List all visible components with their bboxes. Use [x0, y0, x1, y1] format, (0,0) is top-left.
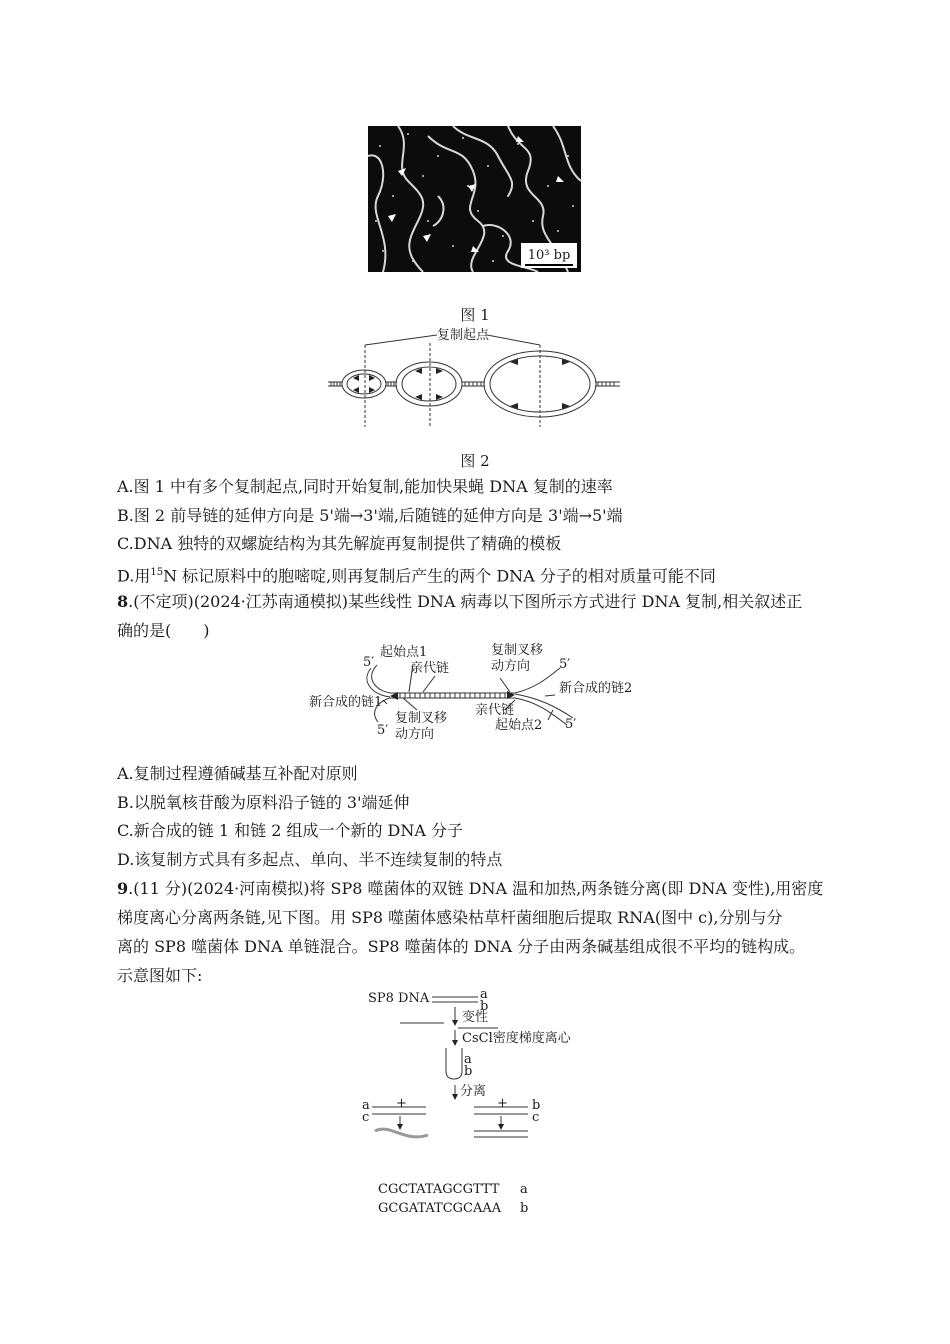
fork-direction-top-line-2: 动方向	[491, 659, 531, 674]
right-rna-c-label: c	[532, 1110, 540, 1125]
five-prime-bottom-left: 5′	[377, 723, 389, 738]
separate-label: 分离	[460, 1084, 487, 1099]
q9-stem-text-1: .(11 分)(2024·河南模拟)将 SP8 噬菌体的双链 DNA 温和加热,两条链分离(即 DNA 变性),用密度	[128, 879, 824, 898]
isotope-superscript: 15	[150, 567, 164, 578]
q8-option-d: D.该复制方式具有多起点、单向、半不连续复制的特点	[117, 850, 503, 869]
linear-dna-diagram	[305, 640, 645, 745]
denature-label: 变性	[462, 1010, 489, 1025]
micrograph-image	[368, 126, 581, 272]
right-strand-b-label: b	[532, 1098, 541, 1113]
new-chain-2-label: 新合成的链2	[559, 681, 633, 696]
parent-strand-bottom-label: 亲代链	[475, 703, 515, 718]
q8-stem-text-1: .(不定项)(2024·江苏南通模拟)某些线性 DNA 病毒以下图所示方式进行 DNA 复制,相关叙述正	[128, 592, 803, 611]
q9-stem-line-4: 示意图如下:	[117, 966, 203, 985]
q8-number: 8	[117, 592, 129, 611]
q8-stem-line-2: 确的是( )	[117, 621, 210, 640]
parent-strand-top-label: 亲代链	[410, 661, 450, 676]
figure-1-caption: 图 1	[460, 306, 490, 324]
q9-stem-line-2: 梯度离心分离两条链,见下图。用 SP8 噬菌体感染枯草杆菌细胞后提取 RNA(图中 c),分别与分	[117, 908, 783, 927]
q7-option-c: C.DNA 独特的双螺旋结构为其先解旋再复制提供了精确的模板	[117, 534, 562, 553]
origin-1-label: 起始点1	[380, 645, 428, 660]
fork-direction-top-line-1: 复制叉移	[491, 643, 544, 658]
sequence-a-label: a	[520, 1182, 528, 1197]
five-prime-top-right: 5′	[559, 657, 571, 672]
fork-direction-bottom-line-1: 复制叉移	[395, 711, 448, 726]
strand-a-label-top: a	[480, 987, 488, 1002]
sequence-b-label: b	[520, 1201, 529, 1216]
origin-label: 复制起点	[436, 328, 490, 343]
q8-figure-linear-dna-replication	[305, 640, 645, 745]
new-chain-1-label: 新合成的链1	[309, 695, 383, 710]
cscl-centrifuge-label: CsCl密度梯度离心	[462, 1031, 571, 1046]
q7-option-d	[117, 563, 716, 586]
q7-option-d-rest: N 标记原料中的胞嘧啶,则再复制后产生的两个 DNA 分子的相对质量可能不同	[163, 566, 716, 586]
sp8-separation-diagram	[360, 985, 600, 1217]
q9-number: 9	[117, 879, 129, 898]
right-plus-sign: +	[497, 1096, 508, 1111]
left-strand-a-label: a	[362, 1098, 370, 1113]
q8-option-b: B.以脱氧核苷酸为原料沿子链的 3'端延伸	[117, 793, 410, 812]
replication-bubbles-diagram	[325, 325, 625, 435]
tube-strand-a-label: a	[464, 1052, 472, 1067]
sequence-a: CGCTATAGCGTTT	[378, 1182, 500, 1197]
q8-option-c: C.新合成的链 1 和链 2 组成一个新的 DNA 分子	[117, 821, 464, 840]
fork-direction-bottom-line-2: 动方向	[395, 727, 435, 742]
five-prime-top-left: 5′	[363, 655, 375, 670]
sp8-dna-label: SP8 DNA	[368, 991, 430, 1006]
q9-figure-sp8-separation	[360, 985, 600, 1217]
q7-option-b: B.图 2 前导链的延伸方向是 5'端→3'端,后随链的延伸方向是 3'端→5'端	[117, 506, 623, 525]
figure-1-micrograph	[368, 126, 581, 272]
q7-option-a: A.图 1 中有多个复制起点,同时开始复制,能加快果蝇 DNA 复制的速率	[117, 477, 613, 496]
q7-option-d-prefix: D.用	[117, 566, 151, 586]
left-rna-c-label: c	[362, 1110, 370, 1125]
q9-stem-line-3: 离的 SP8 噬菌体 DNA 单链混合。SP8 噬菌体的 DNA 分子由两条碱基组成很不平均的链构成。	[117, 937, 806, 956]
figure-2-replication-bubbles	[325, 325, 625, 435]
figure-2-caption: 图 2	[460, 452, 490, 470]
sequence-b: GCGATATCGCAAA	[378, 1201, 502, 1216]
strand-b-label-top: b	[480, 999, 489, 1014]
origin-2-label: 起始点2	[495, 718, 543, 733]
q8-option-a: A.复制过程遵循碱基互补配对原则	[117, 764, 358, 783]
scale-bar-label: 10³ bp	[527, 248, 571, 263]
tube-strand-b-label: b	[464, 1064, 473, 1079]
q8-stem-line-1	[117, 592, 802, 612]
q9-stem-line-1	[117, 879, 823, 899]
five-prime-bottom-right: 5′	[565, 717, 577, 732]
left-plus-sign: +	[396, 1096, 407, 1111]
